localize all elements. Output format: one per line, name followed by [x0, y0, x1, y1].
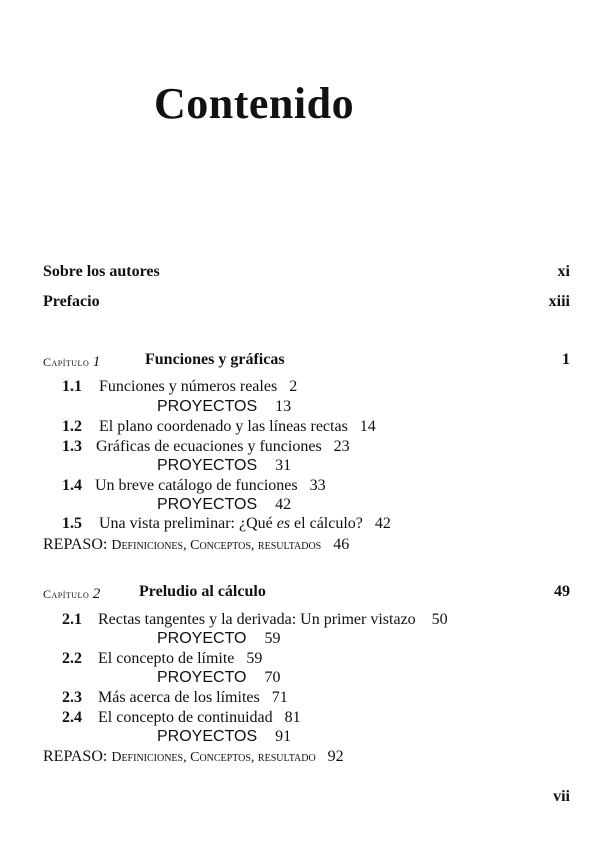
section-number: 1.5: [62, 515, 82, 532]
section-title: Rectas tangentes y la derivada: Un primer vistazo 50: [98, 611, 448, 628]
toc-projects[interactable]: [0, 457, 600, 477]
section-title: Funciones y números reales 2: [99, 378, 298, 395]
section-title: El plano coordenado y las líneas rectas 14: [99, 418, 376, 435]
projects-label: PROYECTOS 91: [157, 728, 292, 745]
page-number: vii: [553, 788, 570, 805]
chapter-title: Funciones y gráficas: [145, 351, 285, 368]
chapter-heading-2[interactable]: [0, 583, 600, 603]
toc-review-2[interactable]: [0, 748, 600, 768]
projects-label: PROYECTOS 31: [157, 457, 292, 474]
toc-section-2-3[interactable]: [0, 689, 600, 709]
section-number: 1.2: [62, 418, 82, 435]
toc-section-1-5[interactable]: [0, 515, 600, 535]
section-title: El concepto de continuidad 81: [98, 709, 301, 726]
review-label: REPASO: Definiciones, Conceptos, resultado 92: [43, 748, 344, 765]
toc-entry-about-authors[interactable]: [0, 263, 600, 283]
toc-section-1-4[interactable]: [0, 477, 600, 497]
chapter-page: 49: [554, 583, 570, 600]
entry-label: Prefacio: [43, 293, 100, 310]
chapter-title: Preludio al cálculo: [139, 583, 266, 600]
toc-section-2-2[interactable]: [0, 650, 600, 670]
toc-projects[interactable]: [0, 496, 600, 516]
entry-label: Sobre los autores: [43, 263, 160, 280]
section-title: Más acerca de los límites 71: [98, 689, 288, 706]
toc-review-1[interactable]: [0, 536, 600, 556]
toc-section-2-1[interactable]: [0, 611, 600, 631]
projects-label: PROYECTOS 13: [157, 398, 292, 415]
section-title: Un breve catálogo de funciones 33: [95, 477, 326, 494]
entry-page: xi: [557, 263, 570, 280]
section-number: 2.1: [62, 611, 82, 628]
chapter-heading-1[interactable]: [0, 351, 600, 371]
section-number: 2.4: [62, 709, 82, 726]
toc-entry-preface[interactable]: [0, 293, 600, 313]
projects-label: PROYECTOS 42: [157, 496, 292, 513]
section-title: El concepto de límite 59: [98, 650, 263, 667]
toc-section-1-3[interactable]: [0, 438, 600, 458]
entry-page: xiii: [548, 293, 570, 310]
chapter-word: Capítulo 2: [43, 586, 101, 602]
section-number: 2.3: [62, 689, 82, 706]
section-number: 1.3: [62, 438, 82, 455]
toc-section-1-2[interactable]: [0, 418, 600, 438]
toc-section-2-4[interactable]: [0, 709, 600, 729]
section-number: 2.2: [62, 650, 82, 667]
page-title: Contenido: [154, 79, 355, 128]
chapter-page: 1: [562, 351, 570, 368]
projects-label: PROYECTO 59: [157, 630, 281, 647]
toc-projects[interactable]: [0, 630, 600, 650]
toc-section-1-1[interactable]: [0, 378, 600, 398]
toc-projects[interactable]: [0, 398, 600, 418]
toc-projects[interactable]: [0, 669, 600, 689]
toc-projects[interactable]: [0, 728, 600, 748]
review-label: REPASO: Definiciones, Conceptos, resultados 46: [43, 536, 350, 553]
section-number: 1.1: [62, 378, 82, 395]
projects-label: PROYECTO 70: [157, 669, 281, 686]
section-title: Gráficas de ecuaciones y funciones 23: [96, 438, 350, 455]
section-number: 1.4: [62, 477, 82, 494]
section-title: Una vista preliminar: ¿Qué es el cálculo? 42: [99, 515, 391, 532]
chapter-word: Capítulo 1: [43, 354, 101, 370]
